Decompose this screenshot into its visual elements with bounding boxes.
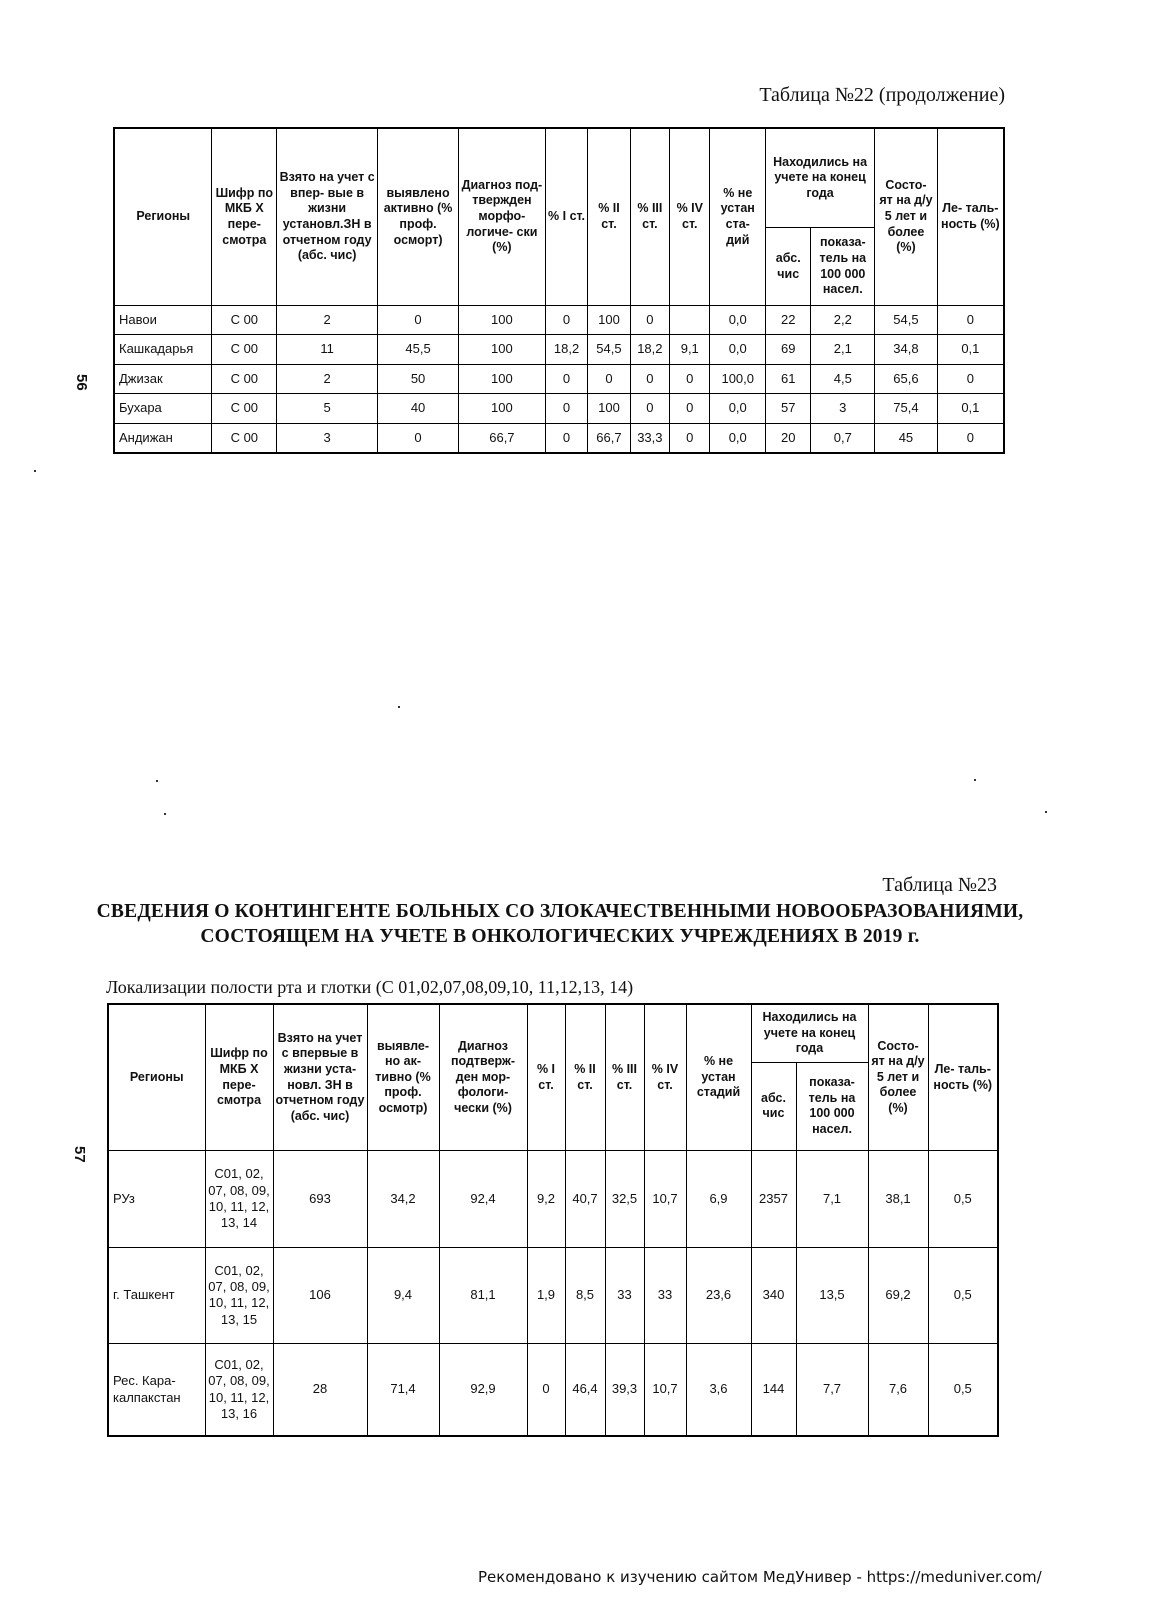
t22-header-taken: Взято на учет с впер- вые в жизни установл.ЗН в отчетном году (абс. чис)	[277, 128, 378, 305]
t22-header-icd: Шифр по МКБ Х пере- смотра	[212, 128, 277, 305]
t22-header-rate: показа- тель на 100 000 насел.	[811, 228, 875, 305]
table-row	[108, 1151, 998, 1247]
scan-speck	[156, 780, 158, 782]
t22-cell: 0,0	[710, 423, 766, 453]
t23-cell: 340	[751, 1247, 796, 1343]
t22-cell: 65,6	[875, 364, 938, 394]
t22-cell: Джизак	[114, 364, 212, 394]
t22-cell: 0	[588, 364, 630, 394]
t23-header-stage2: % II ст.	[565, 1004, 605, 1151]
t22-cell: 45,5	[378, 335, 459, 365]
t22-cell: 54,5	[588, 335, 630, 365]
t23-header-stage4: % IV ст.	[644, 1004, 686, 1151]
t23-cell: 23,6	[686, 1247, 751, 1343]
t22-header-unset: % не устан ста- дий	[710, 128, 766, 305]
scan-speck	[164, 813, 166, 815]
t22-cell: 11	[277, 335, 378, 365]
t23-cell: 10,7	[644, 1151, 686, 1247]
t23-cell: 7,7	[796, 1344, 868, 1436]
t23-cell: 6,9	[686, 1151, 751, 1247]
t23-cell: 33	[644, 1247, 686, 1343]
t23-cell: 9,4	[367, 1247, 439, 1343]
t22-cell: 0,0	[710, 335, 766, 365]
t23-cell: 33	[605, 1247, 644, 1343]
t23-cell: 81,1	[439, 1247, 527, 1343]
table22-caption: Таблица №22 (продолжение)	[759, 84, 1005, 106]
t23-cell: 92,4	[439, 1151, 527, 1247]
t22-cell: 0	[937, 364, 1004, 394]
t22-cell: 3	[277, 423, 378, 453]
table23	[107, 1003, 999, 1437]
t23-cell: 39,3	[605, 1344, 644, 1436]
t22-header-stage2: % II ст.	[588, 128, 630, 305]
t22-cell: 0,1	[937, 394, 1004, 424]
t22-cell: 100,0	[710, 364, 766, 394]
t23-cell: 0,5	[928, 1344, 998, 1436]
t22-cell: 61	[766, 364, 811, 394]
t23-cell: 0,5	[928, 1247, 998, 1343]
table-row	[114, 394, 1004, 424]
table-row	[114, 305, 1004, 335]
t22-cell: С 00	[212, 423, 277, 453]
t22-cell: 100	[458, 364, 545, 394]
scan-speck	[1045, 811, 1047, 813]
t23-cell: 0,5	[928, 1151, 998, 1247]
t22-cell: 100	[588, 305, 630, 335]
t22-cell: 18,2	[545, 335, 587, 365]
t23-cell: 10,7	[644, 1344, 686, 1436]
t22-cell: 5	[277, 394, 378, 424]
table23-title-line1: СВЕДЕНИЯ О КОНТИНГЕНТЕ БОЛЬНЫХ СО ЗЛОКАЧЕСТВЕННЫМИ НОВООБРАЗОВАНИЯМИ,	[96, 901, 1024, 922]
t23-cell: C01, 02, 07, 08, 09, 10, 11, 12, 13, 15	[205, 1247, 273, 1343]
t22-cell: 0	[670, 394, 710, 424]
t22-cell: 0	[937, 305, 1004, 335]
t22-cell: 0	[545, 305, 587, 335]
t22-cell: 0	[378, 305, 459, 335]
t22-cell: 0	[630, 394, 669, 424]
t22-cell: 45	[875, 423, 938, 453]
t23-header-lethality: Ле- таль- ность (%)	[928, 1004, 998, 1151]
table23-title-line2: СОСТОЯЩЕМ НА УЧЕТЕ В ОНКОЛОГИЧЕСКИХ УЧРЕЖДЕНИЯХ В 2019 г.	[200, 926, 920, 947]
t22-header-regions: Регионы	[114, 128, 212, 305]
scan-speck	[34, 470, 36, 472]
table-row	[108, 1344, 998, 1436]
t22-cell: 3	[811, 394, 875, 424]
t23-cell: 0	[527, 1344, 565, 1436]
t23-header-unset: % не устан стадий	[686, 1004, 751, 1151]
table-row	[114, 423, 1004, 453]
t22-cell: 0	[630, 305, 669, 335]
t22-cell: 33,3	[630, 423, 669, 453]
t23-cell: 46,4	[565, 1344, 605, 1436]
t23-cell: C01, 02, 07, 08, 09, 10, 11, 12, 13, 14	[205, 1151, 273, 1247]
t22-cell: С 00	[212, 364, 277, 394]
table-row	[114, 364, 1004, 394]
t22-cell: 0	[630, 364, 669, 394]
t22-cell: 0,0	[710, 394, 766, 424]
t22-cell: 66,7	[588, 423, 630, 453]
t22-cell: 100	[458, 305, 545, 335]
t22-cell: 9,1	[670, 335, 710, 365]
t23-header-regions: Регионы	[108, 1004, 205, 1151]
page-number-56: 56	[73, 374, 90, 391]
t22-header-active: выявлено активно (% проф. осморт)	[378, 128, 459, 305]
t23-cell: 7,6	[868, 1344, 928, 1436]
t22-header-morph: Диагноз под- твержден морфо- логиче- ски (%)	[458, 128, 545, 305]
t22-cell: 100	[458, 394, 545, 424]
t23-header-rate: показа- тель на 100 000 насел.	[796, 1062, 868, 1150]
t22-cell: 54,5	[875, 305, 938, 335]
t22-cell: Кашкадарья	[114, 335, 212, 365]
t22-cell: 0,1	[937, 335, 1004, 365]
t23-cell: 34,2	[367, 1151, 439, 1247]
t22-cell: 0,0	[710, 305, 766, 335]
t22-cell: 100	[588, 394, 630, 424]
t23-cell: 2357	[751, 1151, 796, 1247]
t23-header-abs: абс. чис	[751, 1062, 796, 1150]
t23-cell: 9,2	[527, 1151, 565, 1247]
t22-cell: 2	[277, 364, 378, 394]
t22-cell: 69	[766, 335, 811, 365]
t22-cell: Андижан	[114, 423, 212, 453]
t22-cell: 0	[378, 423, 459, 453]
t22-header-stage1: % I ст.	[545, 128, 587, 305]
t22-header-registered: Находились на учете на конец года	[766, 128, 875, 228]
t22-cell: 2,1	[811, 335, 875, 365]
t22-cell: Бухара	[114, 394, 212, 424]
t23-cell: 8,5	[565, 1247, 605, 1343]
t23-cell: РУз	[108, 1151, 205, 1247]
t22-cell: С 00	[212, 394, 277, 424]
t23-cell: 106	[273, 1247, 367, 1343]
table-row	[108, 1247, 998, 1343]
t23-cell: 40,7	[565, 1151, 605, 1247]
t22-header-abs: абс. чис	[766, 228, 811, 305]
t23-cell: 69,2	[868, 1247, 928, 1343]
t22-cell: 0	[937, 423, 1004, 453]
t22-cell: 2,2	[811, 305, 875, 335]
t23-cell: 71,4	[367, 1344, 439, 1436]
t22-header-stage3: % III ст.	[630, 128, 669, 305]
t22-header-stage4: % IV ст.	[670, 128, 710, 305]
t23-header-icd: Шифр по МКБ Х пере- смотра	[205, 1004, 273, 1151]
t23-cell: 92,9	[439, 1344, 527, 1436]
t22-cell: 0	[545, 394, 587, 424]
t22-cell: 50	[378, 364, 459, 394]
t23-cell: 38,1	[868, 1151, 928, 1247]
table-row	[114, 335, 1004, 365]
t22-cell: 0	[545, 364, 587, 394]
t22-cell: Навои	[114, 305, 212, 335]
scan-speck	[398, 706, 400, 708]
t22-cell: 22	[766, 305, 811, 335]
t23-cell: 693	[273, 1151, 367, 1247]
t23-cell: 13,5	[796, 1247, 868, 1343]
t22-cell: 100	[458, 335, 545, 365]
t22-cell: 4,5	[811, 364, 875, 394]
t23-cell: 3,6	[686, 1344, 751, 1436]
t23-cell: 1,9	[527, 1247, 565, 1343]
table23-subtitle: Локализации полости рта и глотки (С 01,02,07,08,09,10, 11,12,13, 14)	[106, 977, 634, 997]
t22-cell: 0	[670, 364, 710, 394]
t22-header-five-years: Состо- ят на д/у 5 лет и более (%)	[875, 128, 938, 305]
t22-cell: 57	[766, 394, 811, 424]
t23-header-stage1: % I ст.	[527, 1004, 565, 1151]
t23-header-taken: Взято на учет с впервые в жизни уста- новл. ЗН в отчетном году (абс. чис)	[273, 1004, 367, 1151]
t22-cell: 0	[670, 423, 710, 453]
t23-cell: 7,1	[796, 1151, 868, 1247]
t22-cell: 75,4	[875, 394, 938, 424]
t22-cell: С 00	[212, 305, 277, 335]
t22-header-lethality: Ле- таль- ность (%)	[937, 128, 1004, 305]
t23-header-morph: Диагноз подтверж- ден мор- фологи- чески (%)	[439, 1004, 527, 1151]
t23-header-active: выявле- но ак- тивно (% проф. осмотр)	[367, 1004, 439, 1151]
footer-recommendation: Рекомендовано к изучению сайтом МедУнивер - https://meduniver.com/	[478, 1568, 1042, 1586]
t23-header-five-years: Состо- ят на д/у 5 лет и более (%)	[868, 1004, 928, 1151]
t23-cell: г. Ташкент	[108, 1247, 205, 1343]
page-number-57: 57	[71, 1146, 88, 1163]
t22-cell: 2	[277, 305, 378, 335]
t23-cell: C01, 02, 07, 08, 09, 10, 11, 12, 13, 16	[205, 1344, 273, 1436]
t22-cell: С 00	[212, 335, 277, 365]
t22-cell: 0	[545, 423, 587, 453]
t22-cell: 20	[766, 423, 811, 453]
t23-cell: Рес. Кара- калпакстан	[108, 1344, 205, 1436]
scan-speck	[974, 779, 976, 781]
t22-cell: 66,7	[458, 423, 545, 453]
t23-cell: 32,5	[605, 1151, 644, 1247]
t22-cell: 40	[378, 394, 459, 424]
t23-cell: 144	[751, 1344, 796, 1436]
t22-cell: 34,8	[875, 335, 938, 365]
t23-header-registered: Находились на учете на конец года	[751, 1004, 868, 1062]
table23-caption: Таблица №23	[882, 874, 997, 896]
table22	[113, 127, 1005, 454]
t22-cell: 18,2	[630, 335, 669, 365]
t23-cell: 28	[273, 1344, 367, 1436]
t23-header-stage3: % III ст.	[605, 1004, 644, 1151]
t22-cell: 0,7	[811, 423, 875, 453]
t22-cell	[670, 305, 710, 335]
